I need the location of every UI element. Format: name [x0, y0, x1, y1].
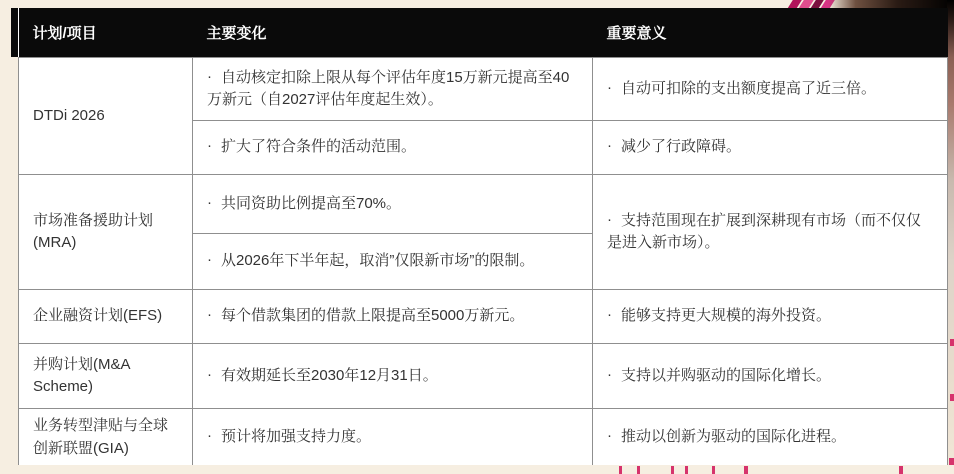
bullet-icon: · [207, 193, 212, 211]
significance-text: 支持范围现在扩展到深耕现有市场（而不仅仅是进入新市场）。 [607, 211, 922, 251]
pink-tick-icon [712, 466, 715, 474]
change-cell [193, 121, 593, 175]
table-row [19, 409, 948, 467]
change-text: 每个借款集团的借款上限提高至5000万新元。 [221, 307, 525, 325]
program-cell-gia [19, 409, 193, 467]
bullet-icon: · [607, 365, 612, 383]
change-cell [193, 344, 593, 409]
program-label: 业务转型津贴与全球创新联盟(GIA) [33, 417, 169, 457]
schemes-comparison-table [18, 8, 948, 467]
table-row [19, 175, 948, 234]
significance-text: 自动可扣除的支出额度提高了近三倍。 [621, 79, 877, 97]
pink-tick-icon [899, 466, 903, 474]
program-label: 市场准备援助计划(MRA) [33, 211, 154, 251]
table-row [19, 344, 948, 409]
pink-tick-icon [685, 466, 688, 474]
change-cell [193, 234, 593, 290]
column-header-significance: 重要意义 [593, 8, 948, 58]
program-cell-mra [19, 175, 193, 290]
bullet-icon: · [207, 427, 212, 445]
pink-tick-icon [950, 339, 954, 346]
significance-cell [593, 58, 948, 121]
program-cell-ma-scheme [19, 344, 193, 409]
program-label: 企业融资计划(EFS) [33, 307, 163, 325]
change-text: 自动核定扣除上限从每个评估年度15万新元提高至40万新元（自2027评估年度起生效）。 [207, 68, 570, 108]
column-header-main-changes: 主要变化 [193, 8, 593, 58]
table-row [19, 290, 948, 344]
significance-text: 能够支持更大规模的海外投资。 [621, 307, 832, 325]
significance-cell-merged [593, 175, 948, 290]
change-text: 预计将加强支持力度。 [221, 428, 372, 446]
program-label: 并购计划(M&A Scheme) [33, 355, 130, 395]
table-row [19, 58, 948, 121]
bullet-icon: · [607, 78, 612, 96]
change-cell [193, 175, 593, 234]
change-cell [193, 58, 593, 121]
right-edge-photo-sliver [947, 0, 954, 474]
pink-tick-icon [744, 466, 748, 474]
significance-text: 减少了行政障碍。 [621, 138, 742, 156]
significance-cell [593, 409, 948, 467]
program-cell-efs [19, 290, 193, 344]
bullet-icon: · [207, 306, 212, 324]
change-text: 有效期延长至2030年12月31日。 [221, 366, 438, 384]
bullet-icon: · [207, 137, 212, 155]
program-cell-dtdi [19, 58, 193, 175]
column-header-program: 计划/项目 [19, 8, 193, 58]
bullet-icon: · [607, 137, 612, 155]
change-text: 从2026年下半年起，取消”仅限新市场”的限制。 [221, 252, 535, 270]
bullet-icon: · [607, 306, 612, 324]
significance-text: 支持以并购驱动的国际化增长。 [621, 366, 832, 384]
bullet-icon: · [207, 67, 212, 85]
change-cell [193, 290, 593, 344]
significance-cell [593, 121, 948, 175]
bullet-icon: · [607, 427, 612, 445]
program-label: DTDi 2026 [33, 106, 105, 124]
pink-tick-icon [950, 394, 954, 401]
significance-cell [593, 344, 948, 409]
change-text: 共同资助比例提高至70%。 [221, 194, 402, 212]
significance-cell [593, 290, 948, 344]
bullet-icon: · [607, 210, 612, 228]
table-header-row [19, 8, 948, 58]
pink-tick-icon [637, 466, 640, 474]
significance-text: 推动以创新为驱动的国际化进程。 [621, 428, 847, 446]
change-text: 扩大了符合条件的活动范围。 [221, 138, 417, 156]
bottom-margin-strip [0, 465, 954, 474]
bullet-icon: · [207, 251, 212, 269]
change-cell [193, 409, 593, 467]
pink-tick-icon [671, 466, 674, 474]
pink-tick-icon [619, 466, 622, 474]
bullet-icon: · [207, 365, 212, 383]
